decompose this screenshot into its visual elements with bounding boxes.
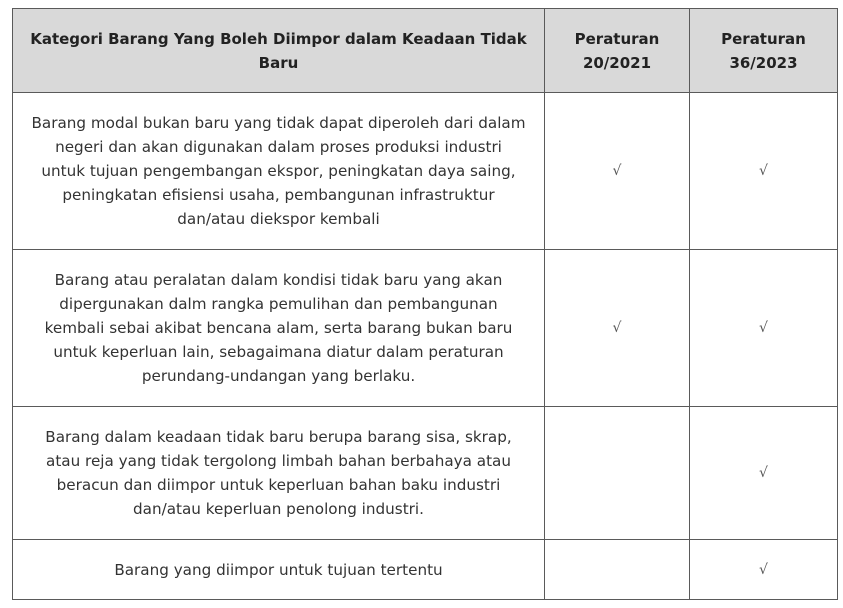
- header-row: [13, 9, 838, 93]
- table-row: [13, 407, 838, 540]
- table-row: [13, 540, 838, 600]
- check-mark-icon: √: [545, 250, 690, 407]
- empty-cell: [545, 407, 690, 540]
- check-mark-icon: √: [545, 93, 690, 250]
- check-mark-icon: √: [690, 93, 838, 250]
- empty-cell: [545, 540, 690, 600]
- header-regulation-2023: Peraturan 36/2023: [690, 9, 838, 93]
- header-regulation-2021: Peraturan 20/2021: [545, 9, 690, 93]
- table-row: [13, 93, 838, 250]
- category-cell: Barang atau peralatan dalam kondisi tidak baru yang akan dipergunakan dalm rangka pemulihan dan pembangunan kembali sebai akibat bencana alam, serta barang bukan baru untuk keperluan lain, sebagaimana diatur dalam peraturan perundang-undangan yang berlaku.: [13, 250, 545, 407]
- table-row: [13, 250, 838, 407]
- check-mark-icon: √: [690, 250, 838, 407]
- regulation-comparison-table: [12, 8, 838, 600]
- check-mark-icon: √: [690, 540, 838, 600]
- category-cell: Barang modal bukan baru yang tidak dapat diperoleh dari dalam negeri dan akan digunakan dalam proses produksi industri untuk tujuan pengembangan ekspor, peningkatan daya saing, peningkatan efisiensi usaha, pembangunan infrastruktur dan/atau diekspor kembali: [13, 93, 545, 250]
- check-mark-icon: √: [690, 407, 838, 540]
- category-cell: Barang dalam keadaan tidak baru berupa barang sisa, skrap, atau reja yang tidak tergolong limbah bahan berbahaya atau beracun dan diimpor untuk keperluan bahan baku industri dan/atau keperluan penolong industri.: [13, 407, 545, 540]
- category-cell: Barang yang diimpor untuk tujuan tertentu: [13, 540, 545, 600]
- header-category: Kategori Barang Yang Boleh Diimpor dalam Keadaan Tidak Baru: [13, 9, 545, 93]
